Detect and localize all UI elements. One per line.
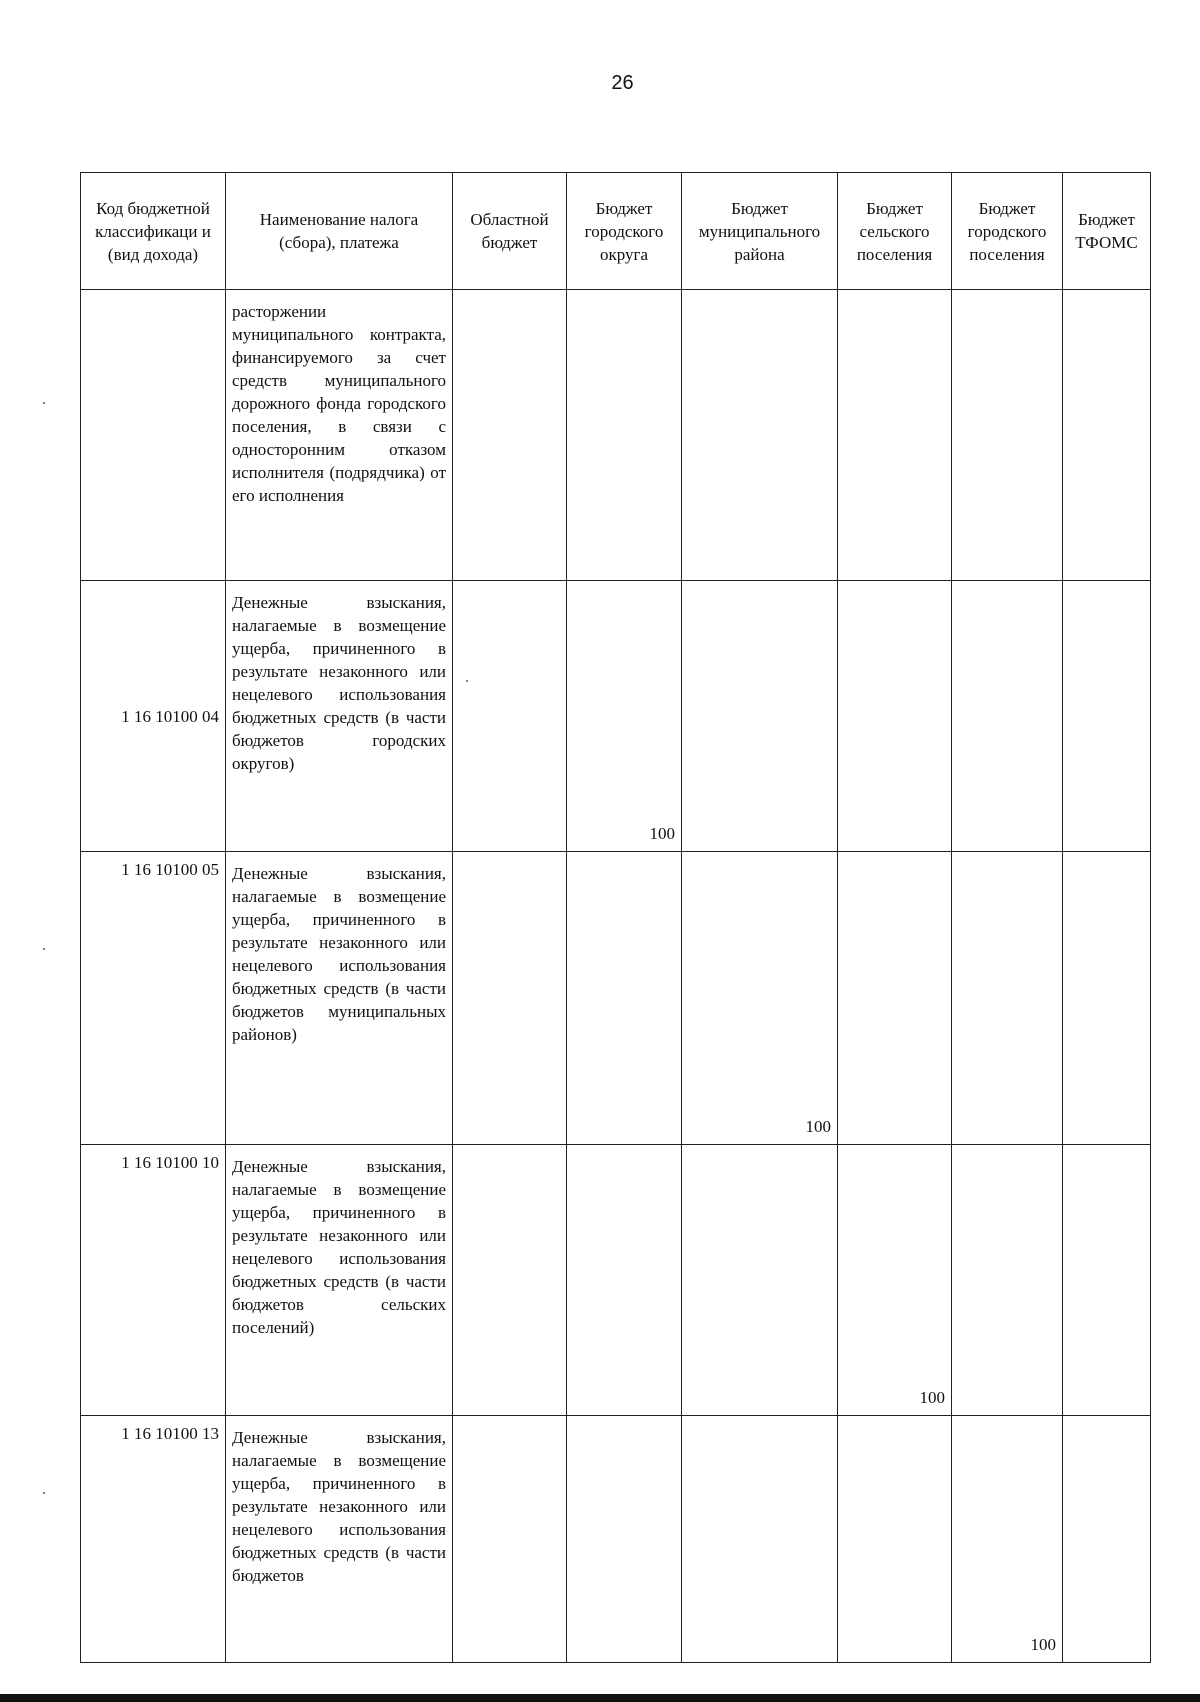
scan-speck [466,680,468,682]
header-regional-budget: Областной бюджет [453,173,567,290]
row-code: 1 16 10100 05 [81,852,226,1145]
row-code [81,290,226,581]
row-name: расторжении муниципального контракта, финансируемого за счет средств муниципального дорожного фонда городского поселения, в связи с односторонним отказом исполнителя (подрядчика) от его исполнения [226,290,453,581]
row-value-regional [453,852,567,1145]
table-row [81,1145,1151,1416]
row-value-tfoms [1063,1416,1151,1663]
row-value-urban-settlement [952,852,1063,1145]
row-value-urban-settlement [952,290,1063,581]
header-municipal-district-budget: Бюджет муниципального района [682,173,838,290]
row-value-tfoms [1063,581,1151,852]
header-urban-settlement-budget: Бюджет городского поселения [952,173,1063,290]
row-value-municipal-district [682,1416,838,1663]
row-value-urban-settlement: 100 [952,1416,1063,1663]
row-value-rural-settlement [838,290,952,581]
row-value-tfoms [1063,852,1151,1145]
row-value-city-district: 100 [567,581,682,852]
row-value-tfoms [1063,1145,1151,1416]
row-value-city-district [567,852,682,1145]
row-name: Денежные взыскания, налагаемые в возмещение ущерба, причиненного в результате незаконного или нецелевого использования бюджетных средств (в части бюджетов городских округов) [226,581,453,852]
header-tfoms-budget: Бюджет ТФОМС [1063,173,1151,290]
header-rural-settlement-budget: Бюджет сельского поселения [838,173,952,290]
row-value-rural-settlement [838,1416,952,1663]
table-row [81,290,1151,581]
scan-speck [43,1492,45,1494]
row-value-city-district [567,1416,682,1663]
row-value-municipal-district: 100 [682,852,838,1145]
row-value-municipal-district [682,290,838,581]
table-row [81,581,1151,852]
row-value-urban-settlement [952,1145,1063,1416]
row-code: 1 16 10100 13 [81,1416,226,1663]
row-name: Денежные взыскания, налагаемые в возмещение ущерба, причиненного в результате незаконного или нецелевого использования бюджетных средств (в части бюджетов муниципальных районов) [226,852,453,1145]
row-value-city-district [567,290,682,581]
row-value-municipal-district [682,1145,838,1416]
scan-speck [43,948,45,950]
row-value-urban-settlement [952,581,1063,852]
header-name: Наименование налога (сбора), платежа [226,173,453,290]
row-value-regional [453,581,567,852]
table-header-row [81,173,1151,290]
row-value-regional [453,290,567,581]
row-value-regional [453,1145,567,1416]
row-value-tfoms [1063,290,1151,581]
budget-classification-table [80,172,1151,1663]
row-code: 1 16 10100 10 [81,1145,226,1416]
table-row [81,852,1151,1145]
row-name: Денежные взыскания, налагаемые в возмещение ущерба, причиненного в результате незаконного или нецелевого использования бюджетных средств (в части бюджетов сельских поселений) [226,1145,453,1416]
header-code: Код бюджетной классификаци и (вид дохода) [81,173,226,290]
row-name: Денежные взыскания, налагаемые в возмещение ущерба, причиненного в результате незаконного или нецелевого использования бюджетных средств (в части бюджетов [226,1416,453,1663]
header-city-district-budget: Бюджет городского округа [567,173,682,290]
row-value-rural-settlement [838,581,952,852]
row-value-rural-settlement [838,852,952,1145]
table-row [81,1416,1151,1663]
row-code: 1 16 10100 04 [81,581,226,852]
page-number: 26 [611,72,634,94]
row-value-rural-settlement: 100 [838,1145,952,1416]
row-value-city-district [567,1145,682,1416]
scan-speck [43,402,45,404]
scan-bottom-edge [0,1694,1200,1702]
row-value-municipal-district [682,581,838,852]
row-value-regional [453,1416,567,1663]
